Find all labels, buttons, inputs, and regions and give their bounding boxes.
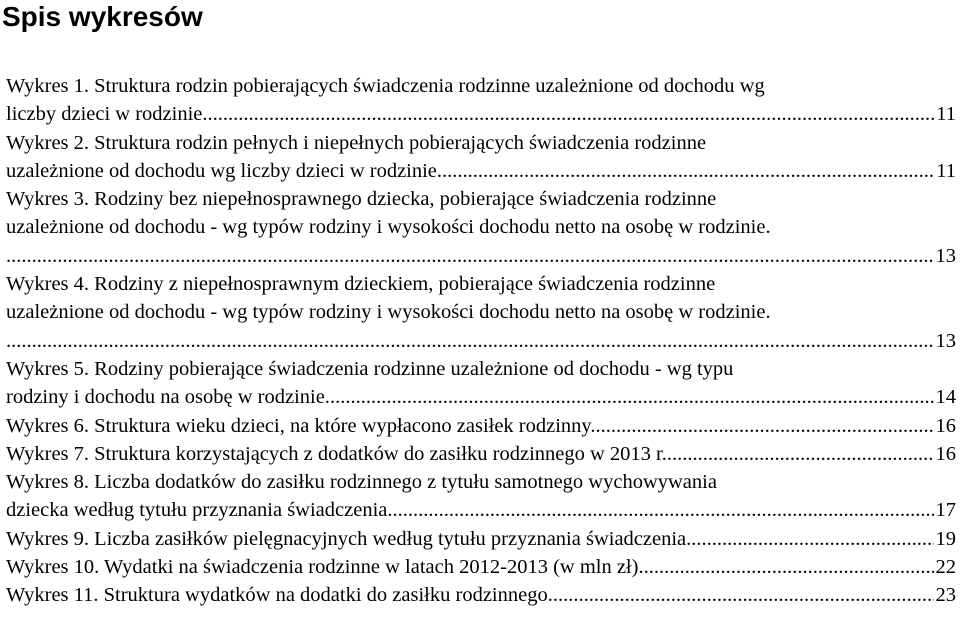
- toc-entry-leader-line: [6, 412, 956, 440]
- toc-entry-wykres-7[interactable]: [6, 440, 956, 468]
- toc-entry-leader-line: [6, 242, 956, 270]
- toc-page-number: 22: [935, 556, 956, 579]
- toc-entry-leader-line: [6, 496, 956, 524]
- toc-page-number: 11: [936, 159, 956, 182]
- page-title: Spis wykresów: [2, 1, 203, 32]
- toc-entry-leader-line: [6, 383, 956, 411]
- toc-entry-text: Wykres 4. Rodziny z niepełnosprawnym dzieckiem, pobierające świadczenia rodzinne: [6, 273, 716, 296]
- toc-entry-wykres-4[interactable]: [6, 270, 956, 355]
- toc-page-number: 19: [935, 527, 956, 550]
- toc-page-number: 16: [935, 414, 956, 437]
- toc-entry-text: Wykres 5. Rodziny pobierające świadczenia rodzinne uzależnione od dochodu - wg typu: [6, 357, 734, 380]
- dot-leader: [6, 327, 934, 355]
- toc-page-number: 14: [935, 386, 956, 409]
- dot-leader: [595, 412, 933, 440]
- dot-leader: [208, 100, 935, 128]
- toc-entry-wykres-3[interactable]: [6, 185, 956, 270]
- toc-entry-text: dziecka według tytułu przyznania świadczenia.: [6, 499, 393, 522]
- toc-entry-text: uzależnione od dochodu - wg typów rodziny i wysokości dochodu netto na osobę w rodzinie.: [6, 301, 771, 324]
- toc-entry-leader-line: [6, 525, 956, 553]
- dot-leader: [442, 157, 934, 185]
- toc-entry-wykres-8[interactable]: [6, 468, 956, 525]
- dot-leader: [6, 242, 934, 270]
- toc-entry-text: rodziny i dochodu na osobę w rodzinie.: [6, 386, 330, 409]
- toc-entry-wykres-10[interactable]: [6, 553, 956, 581]
- toc-entry-leader-line: [6, 553, 956, 581]
- toc-entry-leader-line: [6, 440, 956, 468]
- dot-leader: [393, 496, 934, 524]
- toc-entry-wykres-2[interactable]: [6, 129, 956, 186]
- dot-leader: [553, 581, 934, 609]
- dot-leader: [330, 383, 934, 411]
- dot-leader: [691, 525, 933, 553]
- toc-entry-wykres-11[interactable]: [6, 581, 956, 609]
- toc-page-number: 11: [936, 103, 956, 126]
- toc-page-number: 13: [935, 244, 956, 267]
- toc-entry-text: Wykres 10. Wydatki na świadczenia rodzinne w latach 2012-2013 (w mln zł).: [6, 556, 644, 579]
- toc-page-number: 17: [935, 499, 956, 522]
- toc-entry-wykres-9[interactable]: [6, 525, 956, 553]
- toc-entry-leader-line: [6, 100, 956, 128]
- toc-entry-leader-line: [6, 581, 956, 609]
- toc-entry-text: Wykres 9. Liczba zasiłków pielęgnacyjnych według tytułu przyznania świadczenia.: [6, 527, 692, 550]
- toc-entry-text: uzależnione od dochodu - wg typów rodziny i wysokości dochodu netto na osobę w rodzinie.: [6, 216, 771, 239]
- toc-entry-text: Wykres 7. Struktura korzystających z dodatków do zasiłku rodzinnego w 2013 r.: [6, 442, 667, 465]
- dot-leader: [667, 440, 934, 468]
- toc-page-number: 23: [935, 584, 956, 607]
- table-of-figures: [6, 72, 956, 610]
- toc-page-number: 13: [935, 329, 956, 352]
- toc-entry-leader-line: [6, 157, 956, 185]
- toc-entry-wykres-1[interactable]: [6, 72, 956, 129]
- toc-entry-leader-line: [6, 327, 956, 355]
- toc-entry-text: Wykres 11. Struktura wydatków na dodatki do zasiłku rodzinnego.: [6, 584, 553, 607]
- toc-entry-text: Wykres 6. Struktura wieku dzieci, na które wypłacono zasiłek rodzinny.: [6, 414, 596, 437]
- toc-entry-text: Wykres 3. Rodziny bez niepełnosprawnego dziecka, pobierające świadczenia rodzinne: [6, 188, 717, 211]
- toc-entry-wykres-5[interactable]: [6, 355, 956, 412]
- toc-entry-text: Wykres 1. Struktura rodzin pobierających świadczenia rodzinne uzależnione od dochodu wg: [6, 75, 765, 97]
- toc-entry-text: uzależnione od dochodu wg liczby dzieci w rodzinie.: [6, 159, 443, 182]
- toc-entry-text: Wykres 8. Liczba dodatków do zasiłku rodzinnego z tytułu samotnego wychowywania: [6, 471, 717, 494]
- toc-entry-text: liczby dzieci w rodzinie.: [6, 103, 208, 126]
- toc-entry-text: Wykres 2. Struktura rodzin pełnych i niepełnych pobierających świadczenia rodzinne: [6, 131, 707, 154]
- toc-page-number: 16: [935, 442, 956, 465]
- toc-entry-wykres-6[interactable]: [6, 412, 956, 440]
- dot-leader: [644, 553, 934, 581]
